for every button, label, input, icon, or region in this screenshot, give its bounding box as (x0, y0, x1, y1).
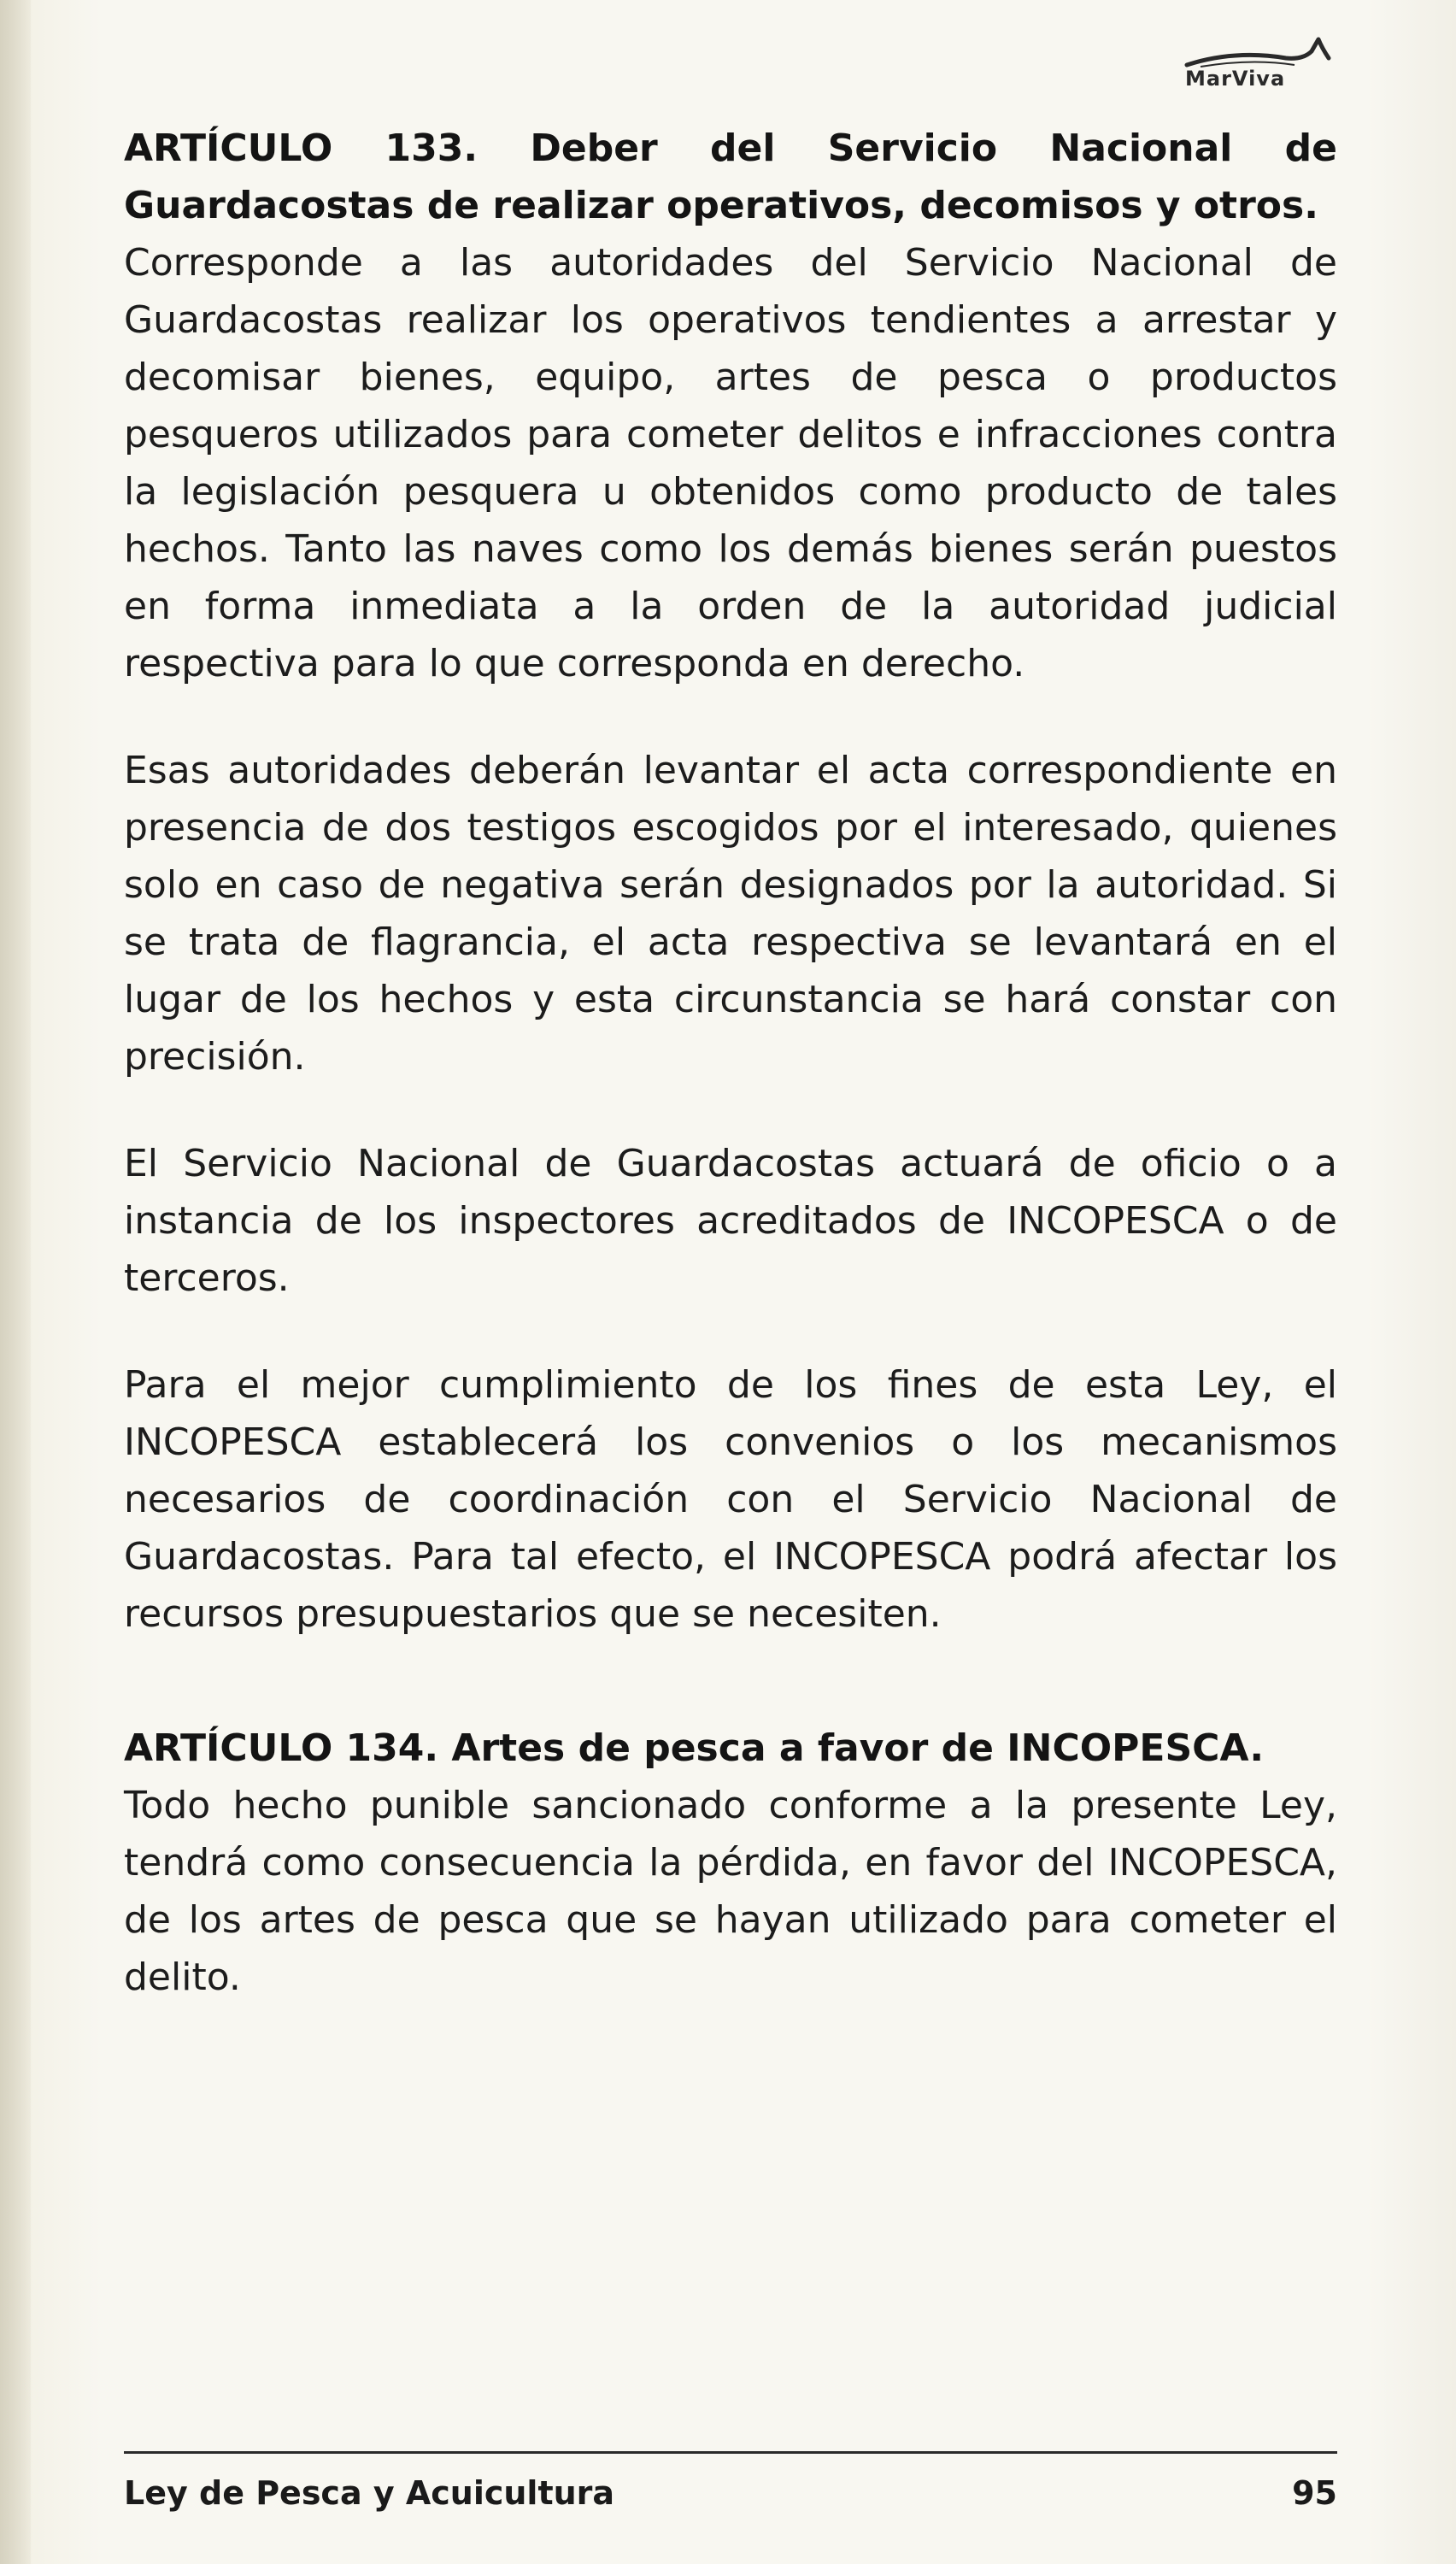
main-content (124, 120, 1337, 2006)
logo-text: MarViva (1185, 67, 1286, 91)
footer-divider (124, 2451, 1337, 2454)
article-134-title: ARTÍCULO 134. Artes de pesca a favor de INCOPESCA. (124, 1726, 1265, 1770)
article-134 (124, 1720, 1337, 2006)
page-spine-shadow (0, 0, 31, 2564)
footer-book-title: Ley de Pesca y Acuicultura (124, 2474, 615, 2512)
article-133-paragraph-2: Esas autoridades deberán levantar el acta correspondiente en presencia de dos testigos escogidos por el interesado, quienes solo en caso de negativa serán designados por la autoridad. Si se trata de flagrancia, el acta respectiva se levantará en el lugar de los hechos y esta circunstancia se hará constar con precisión. (124, 749, 1337, 1079)
article-133 (124, 120, 1337, 1643)
article-133-paragraph-3: El Servicio Nacional de Guardacostas actuará de oficio o a instancia de los inspectores acreditados de INCOPESCA o de terceros. (124, 1142, 1337, 1300)
marviva-logo (1183, 32, 1337, 92)
article-133-paragraph-1: Corresponde a las autoridades del Servicio Nacional de Guardacostas realizar los operativos tendientes a arrestar y decomisar bienes, equipo, artes de pesca o productos pesqueros utilizados para cometer delitos e infracciones contra la legislación pesquera u obtenidos como producto de tales hechos. Tanto las naves como los demás bienes serán puestos en forma inmediata a la orden de la autoridad judicial respectiva para lo que corresponda en derecho. (124, 241, 1337, 685)
article-134-paragraph-1: Todo hecho punible sancionado conforme a la presente Ley, tendrá como consecuencia la pérdida, en favor del INCOPESCA, de los artes de pesca que se hayan utilizado para cometer el delito. (124, 1784, 1337, 1999)
article-133-title: ARTÍCULO 133. Deber del Servicio Nacional de Guardacostas de realizar operativos, decomisos y otros. (124, 126, 1337, 227)
page-number: 95 (1292, 2474, 1337, 2512)
article-133-paragraph-4: Para el mejor cumplimiento de los fines de esta Ley, el INCOPESCA establecerá los convenios o los mecanismos necesarios de coordinación con el Servicio Nacional de Guardacostas. Para tal efecto, el INCOPESCA podrá afectar los recursos presupuestarios que se necesiten. (124, 1363, 1337, 1636)
